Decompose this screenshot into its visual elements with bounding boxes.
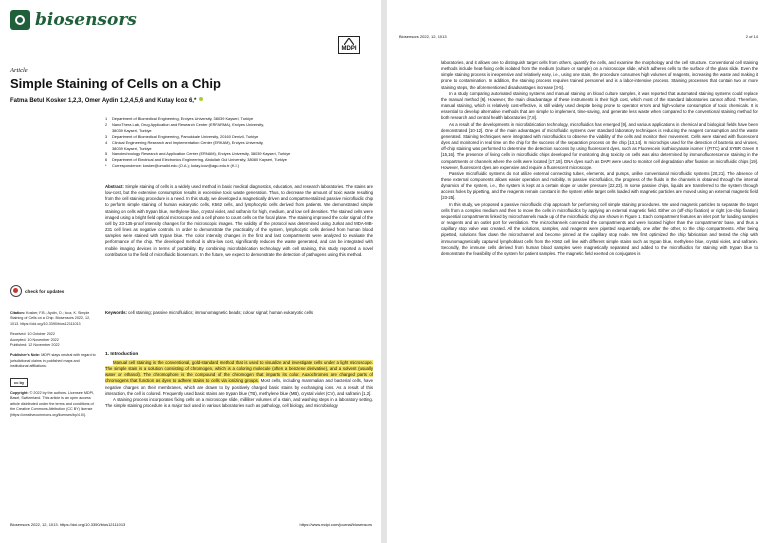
footer-doi[interactable]: Biosensors 2022, 12, 1013. https://doi.org/10.3390/bios12111013 [10,522,126,527]
affiliations [105,116,375,169]
body-paragraph: Passive microfluidic systems do not utilize external connecting tubes, elements, and pumps, unlike conventional microfluidic systems [20,21]. The absence of these external components allows easier operation and mobility. In passive microfluidics, the progress of the fluids in the channels is obtained through the internal dynamics of the system, i.e., the system is kept at a certain slope or under pressure [22,23]. In some passive chips, liquids are transferred to the system through access holes by pipetting, and the reagents remain constant in the system while target cells loaded with magnetic particles are moved using an external magnetic field [23-25]. [441,170,758,201]
page-2 [387,0,768,543]
affiliation-number: 3 [105,133,108,139]
affiliation-number: 5 [105,151,108,157]
keywords-label: Keywords: [105,310,127,315]
article-type: Article [10,67,28,74]
copyright-text: © 2022 by the authors. Licensee MDPI, Basel, Switzerland. This article is an open access article distributed under the terms and conditions of the Creative Commons Attribution (CC BY) license (https://creativecommons.org/licenses/by/4.0/). [10,391,95,417]
publisher-note-text: MDPI stays neutral with regard to jurisdictional claims in published maps and institutional affiliations. [10,353,96,369]
running-head: Biosensors 2022, 12, 1013 [399,34,447,39]
affiliation-number: 1 [105,116,108,121]
page-number: 2 of 14 [745,34,758,39]
abstract-label: Abstract: [105,184,124,189]
intro-paragraph-2: A staining process incorporates fixing cells on a microscope slide, milliliter volumes of a stain, and washing steps in a laboratory setting. The simple staining procedure is a major tool used in various laboratories such as pathology, cell biology, and microbiology [105,396,373,409]
article-title: Simple Staining of Cells on a Chip [10,76,221,91]
check-updates-label: check for updates [25,288,65,294]
affiliation-text: 38039 Kayseri, Turkiye [112,145,152,151]
abstract-text: Simple staining of cells is a widely used method in basic medical diagnostics, education, and research laboratories. The stains are low-cost, but the extensive consumption results in excessive toxic waste generation. Thus, to decrease the amount of toxic waste resulting from the cell staining procedure is a need. In this study, we developed a magnetically driven and compartmentalized passive microfluidic chip to perform simple staining of human eukaryotic cells, K562 cells, and lymphocytic cells derived from patients. We demonstrated simple staining on cells with trypan blue, methylene blue, crystal violet, and safranin for high, medium, and low cell densities. The stained cells were imaged using a bright field optical microscope and a cell phone to count cells on the focal plane. The staining improved the color signal of the cell by 23-135-proof intensity changes for the microscopic images. The validity of the protocol was determined using Jurkat and MDA-MB-231 cell lines as negative controls. In order to demonstrate the practicality of the system, lymphocytic cells derived from human blood samples were stained with trypan blue. The color intensity changes in the first and last compartments were analyzed to evaluate the performance of the chip. The developed method is ultra-low cost, significantly reduces the waste generated, and can be integrated with mobile imaging devices in terms of portability. By combining microfabrication technology with cell staining, this study reported a novel contribution to the field of microfluidic biosensors. In the future, we expect to demonstrate the detection of pathogens using this method. [105,184,373,257]
abstract [105,184,373,258]
keywords [105,310,373,316]
section-title: 1. Introduction [105,352,139,357]
copyright-label: Copyright: [10,391,29,396]
citation-block [10,311,98,327]
intro-paragraph-1-rest: Most cells, including mammalian and bacterial cells, have negative charges on their membranes, which are drawn to by positively charged basic stains by exchanging ions. As a result of this interaction, the cell is colored. Frequently used basic stains are trypan blue (TB), methylene blue (MB), crystal violet (CV), and safranin [1,2]. [105,378,373,396]
affiliation-text: Correspondence: kosker@omaild.edu (O.A.); kutay.icoz@agu.edu.tr (K.I.) [112,163,239,169]
check-updates-badge[interactable] [10,285,98,297]
affiliation-number: 6 [105,157,108,163]
mdpi-logo-label: MDPI [341,46,357,52]
affiliation-text: NanoThera Lab, Drug Application and Research Center (ERFARMA), Erciyes University, [112,121,264,127]
cc-by-license-icon[interactable]: cc by [10,378,28,387]
check-updates-icon [10,285,22,297]
footer-journal-url[interactable]: https://www.mdpi.com/journal/biosensors [299,522,372,527]
journal-logo [10,10,137,30]
mdpi-logo-icon [338,36,360,54]
dates-block [10,332,98,348]
affiliation-text: Department of Biomedical Engineering, Erciyes University, 38039 Kayseri, Turkiye [112,116,254,121]
affiliation-item [105,163,375,169]
citation-text: Kosker, F.B.; Aydin, O.; Icoz, K. Simple Staining of Cells on a Chip. Biosensors 2022, 12, 1013. https://doi.org/10.3390/bios12111013 [10,311,91,326]
publisher-note-label: Publisher's Note: [10,353,41,358]
body-paragraph: laboratories, and it allows one to distinguish target cells from others, quantify the cells, and examine the morphology and the cell structure. Conventional cell staining methods include heat-fixing cells isolated from the medium (culture or sample) on a microscope slide, which adheres cells to the surface of the glass slide. Even the simple staining process is inexpensive and relatively easy, i.e., using one stain, the procedure consumes high volumes of reagents, increasing the waste and making it prone to contamination. In addition, the staining process requires trained personnel and is a labor-intensive process. Staining processes that contain two or more staining steps, the aforementioned disadvantages increase [3-5]. [441,60,758,90]
body-paragraph: As a result of the developments in microfabrication technology, microfluidics has emerged [9], and various applications in chemical and biological fields have been demonstrated [10-12]. One of the main advantages of microfluidic systems over standard laboratory techniques is reducing the reagent consumption and the waste generated. Staining techniques were integrated with microfluidics to observe the viability of the cells and monitor their movement. Cells were stained with fluorescent dyes and monitored in real time on the chip for the success of the separation process on the chip [13,14]. In microchips used for the detection of bacteria and viruses, off-chip staining was performed to determine the detection success by using fluorescent dyes, such as Fluorescein isothiocyanate isomer I (FITC) and SYBR Green II [15,16]. The presence of living cells in microfluidic chips developed for monitoring drug toxicity on cells was also determined by immunofluorescence staining in the compartments or channels where the cells were located [17,18]. DNA dyes such as DAPI were used to monitor cell degradation after fixation on microfluidic chips [19]. However, fluorescent dyes are expensive and require a fluorescent microscope. [441,121,758,170]
keywords-text: cell staining; passive microfluidics; immunomagnetic beads; colour signal; human eukaryotic cells [128,310,314,315]
journal-name: biosensors [35,10,137,30]
affiliation-text: Department of Electrical and Electronics Engineering, Abdullah Gul University, 38080 Kayseri, Turkiye [112,157,287,163]
journal-logo-icon [10,10,30,30]
body-paragraph: In this study, we proposed a passive microfluidic chip approach for performing cell simple staining procedures. We used magnetic particles to separate the target cells from a complex medium and then to move the cells in microfluidics by applying an external magnetic field. Either on (off-chip fixation) or right (on-chip fixation) sequential compartments linked by microchannels made up of the microfluidic chip are shown in Figure 1. Each compartment features an inlet port for loading samples or reagents and an outlet port for ventilation. The microchannels connected the compartments and were located higher than the compartments' base, and thus a capillary stop valve was created. All the solutions, samples, and reagents were pipetted sequentially, one after the other, to the chip compartments. After being pipetted, solutions flow down the microchannel and become pinned at the capillary stop node. We first optimized the chip fabrication and tested the chip with immunomagnetically captured lymphoblast cells from the K562 cell line with different simple stains such as trypan blue, methylene blue, crystal violet, and safranin. Secondly, the immune cells derived from human blood samples were magnetically separated and added to the microfluidics for staining with trypan blue to demonstrate the feasibility of the system for patient samples. The magnetic field exerted on conjugates is [441,201,758,256]
intro-paragraph-1 [105,360,373,397]
affiliation-text: Clinical Engineering Research and Implementation Center (ERKAM), Erciyes University, [112,139,264,145]
author-list [10,97,203,104]
publisher-note [10,353,98,369]
affiliation-number: 4 [105,139,108,145]
affiliation-text: Nanotechnology Research and Application Center (ERNAM), Erciyes University, 38039 Kayseri, Turkiye [112,151,291,157]
copyright-block [10,391,98,418]
page-footer [10,522,372,527]
body-paragraph: In a study comparing automated staining systems and manual staining on blood culture samples, it was reported that automated staining systems could replace the manual method [6]. However, the main disadvantage of these instruments is their high cost, which most of the standard laboratories cannot afford. Therefore, manual staining, which is relatively cost-effective, is still widely used despite being prone to operator errors and high-volume consumption of toxic chemicals. It is essential to develop alternative methods that are simple to implement, time-saving, and generate less waste when compared to the conventional staining method for both research and central health laboratories [7,8]. [441,90,758,121]
page-2-body [441,60,758,257]
introduction-text [105,360,373,409]
affiliation-text: 38039 Kayseri, Turkiye [112,127,152,133]
affiliation-number: 2 [105,121,108,127]
page-1 [0,0,381,543]
citation-label: Citation: [10,311,25,315]
article-sidebar [10,285,98,423]
orcid-icon[interactable] [199,97,203,101]
affiliation-text: Department of Biomedical Engineering, Pamukkale University, 20160 Denizli, Turkiye [112,133,259,139]
authors-text: Fatma Betul Kosker 1,2,3, Omer Aydin 1,2,4,5,6 and Kutay Icoz 6,* [10,98,197,104]
accepted-date: Accepted: 10 November 2022 [10,337,59,342]
received-date: Received: 10 October 2022 [10,332,55,337]
published-date: Published: 12 November 2022 [10,343,60,348]
highlighted-text: Manual cell staining is the conventional, gold-standard method that is used to visualize and investigate cells under a light microscope. The simple stain is a solution consisting of chromogen, which is a coloring molecule (often a benzene derivative), and a solvent (usually water or ethanol). The chromophore is the compound of the chromogen that imparts its color. Auxochromes are charged parts of chromogens that function as dyes to adhere stains to cells via ionizing groups. [105,360,373,384]
affiliation-number: * [105,163,107,169]
